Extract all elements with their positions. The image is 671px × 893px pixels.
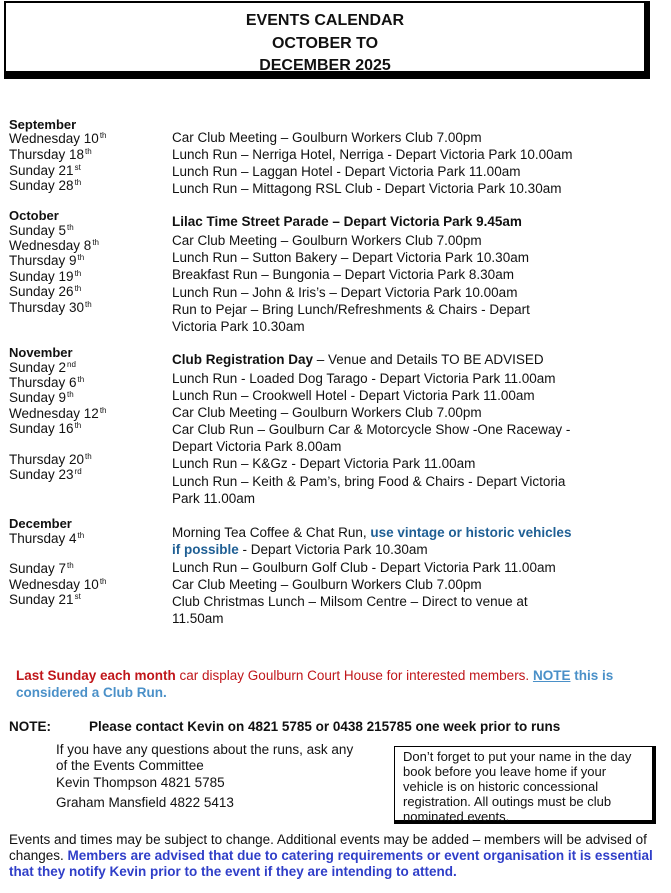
title-line-2: OCTOBER TO [271, 35, 379, 52]
event-day: Sunday 28th [9, 178, 82, 193]
event-description: Morning Tea Coffee & Chat Run, use vintage or historic vehicles if possible - Depart Victoria Park 10.30am [172, 525, 572, 557]
event-description: Lunch Run – Nerriga Hotel, Nerriga - Depart Victoria Park 10.00am [172, 147, 573, 162]
event-day: Sunday 2nd [9, 360, 76, 375]
event-description: Lunch Run – Goulburn Golf Club - Depart Victoria Park 11.00am [172, 560, 556, 575]
event-description: Car Club Meeting – Goulburn Workers Club 7.00pm [172, 130, 482, 145]
event-day: Sunday 21st [9, 592, 81, 607]
event-day: Sunday 9th [9, 390, 74, 405]
note-text: Please contact Kevin on 4821 5785 or 0438 215785 one week prior to runs [89, 719, 561, 734]
month-heading-september: September [9, 117, 77, 132]
event-description: Lunch Run – Sutton Bakery – Depart Victoria Park 10.30am [172, 250, 529, 265]
contact-graham: Graham Mansfield 4822 5413 [56, 795, 234, 810]
event-day: Sunday 5th [9, 223, 74, 238]
event-day: Thursday 18th [9, 147, 92, 162]
day-book-notice-box [394, 746, 656, 824]
event-description: Run to Pejar – Bring Lunch/Refreshments & Chairs - Depart Victoria Park 10.30am [172, 302, 530, 334]
title-line-3: DECEMBER 2025 [259, 57, 391, 74]
event-day: Thursday 4th [9, 531, 85, 546]
event-day: Sunday 21st [9, 163, 81, 178]
event-description: Lunch Run – Mittagong RSL Club - Depart Victoria Park 10.30am [172, 181, 562, 196]
event-description: Lunch Run – Laggan Hotel - Depart Victoria Park 11.00am [172, 164, 521, 179]
contacts-intro-1: If you have any questions about the runs, ask any [56, 742, 354, 757]
month-heading-december: December [9, 516, 72, 531]
day-book-notice-text: Don’t forget to put your name in the day book before you leave home if your vehicle is on historic concessional registration. All outings must be club nominated events. [403, 749, 632, 824]
event-description: Lunch Run – Crookwell Hotel - Depart Victoria Park 11.00am [172, 388, 535, 403]
event-day: Wednesday 12th [9, 406, 107, 421]
event-day: Wednesday 10th [9, 131, 107, 146]
event-day: Wednesday 10th [9, 577, 107, 592]
event-day: Sunday 23rd [9, 467, 82, 482]
event-description: Club Christmas Lunch – Milsom Centre – Direct to venue at 11.50am [172, 594, 528, 626]
contacts-block [56, 742, 353, 811]
event-day: Thursday 9th [9, 253, 85, 268]
note-link[interactable]: NOTE [532, 668, 571, 683]
event-description: Car Club Meeting – Goulburn Workers Club 7.00pm [172, 233, 482, 248]
last-sunday-notice: Last Sunday each month car display Goulburn Court House for interested members. NOTE this is considered a Club Run. [16, 668, 614, 700]
event-description: Breakfast Run – Bungonia – Depart Victoria Park 8.30am [172, 267, 514, 282]
event-description: Lunch Run – Keith & Pam’s, bring Food & Chairs - Depart Victoria Park 11.00am [172, 474, 566, 506]
contacts-intro-2: of the Events Committee [56, 758, 204, 773]
title-line-1: EVENTS CALENDAR [245, 12, 405, 29]
note-label: NOTE: [9, 719, 51, 734]
event-day: Sunday 26th [9, 284, 82, 299]
event-day: Thursday 30th [9, 300, 92, 315]
event-description: Car Club Meeting – Goulburn Workers Club 7.00pm [172, 577, 482, 592]
event-description: Lunch Run – K&Gz - Depart Victoria Park 11.00am [172, 456, 476, 471]
month-heading-november: November [9, 345, 73, 360]
event-description: Lilac Time Street Parade – Depart Victoria Park 9.45am [172, 214, 522, 229]
event-description: Club Registration Day – Venue and Details TO BE ADVISED [172, 352, 544, 367]
event-day: Sunday 16th [9, 421, 82, 436]
event-day: Thursday 20th [9, 452, 92, 467]
title-box [4, 1, 650, 79]
event-description: Lunch Run - Loaded Dog Tarago - Depart Victoria Park 11.00am [172, 371, 556, 386]
event-description: Car Club Run – Goulburn Car & Motorcycle Show -One Raceway - Depart Victoria Park 8.00am [172, 422, 571, 454]
month-heading-october: October [9, 208, 59, 223]
event-day: Thursday 6th [9, 375, 85, 390]
contact-kevin: Kevin Thompson 4821 5785 [56, 775, 225, 790]
event-description: Lunch Run – John & Iris’s – Depart Victoria Park 10.00am [172, 285, 518, 300]
event-day: Wednesday 8th [9, 238, 99, 253]
footer-paragraph: Events and times may be subject to change. Additional events may be added – members will be advised of changes. Members are advised that due to catering requirements or event organisation it is essential that they notify Kevin prior to the event if they are intending to attend. [9, 832, 653, 879]
event-day: Sunday 7th [9, 561, 74, 576]
event-description: Car Club Meeting – Goulburn Workers Club 7.00pm [172, 405, 482, 420]
event-day: Sunday 19th [9, 269, 82, 284]
